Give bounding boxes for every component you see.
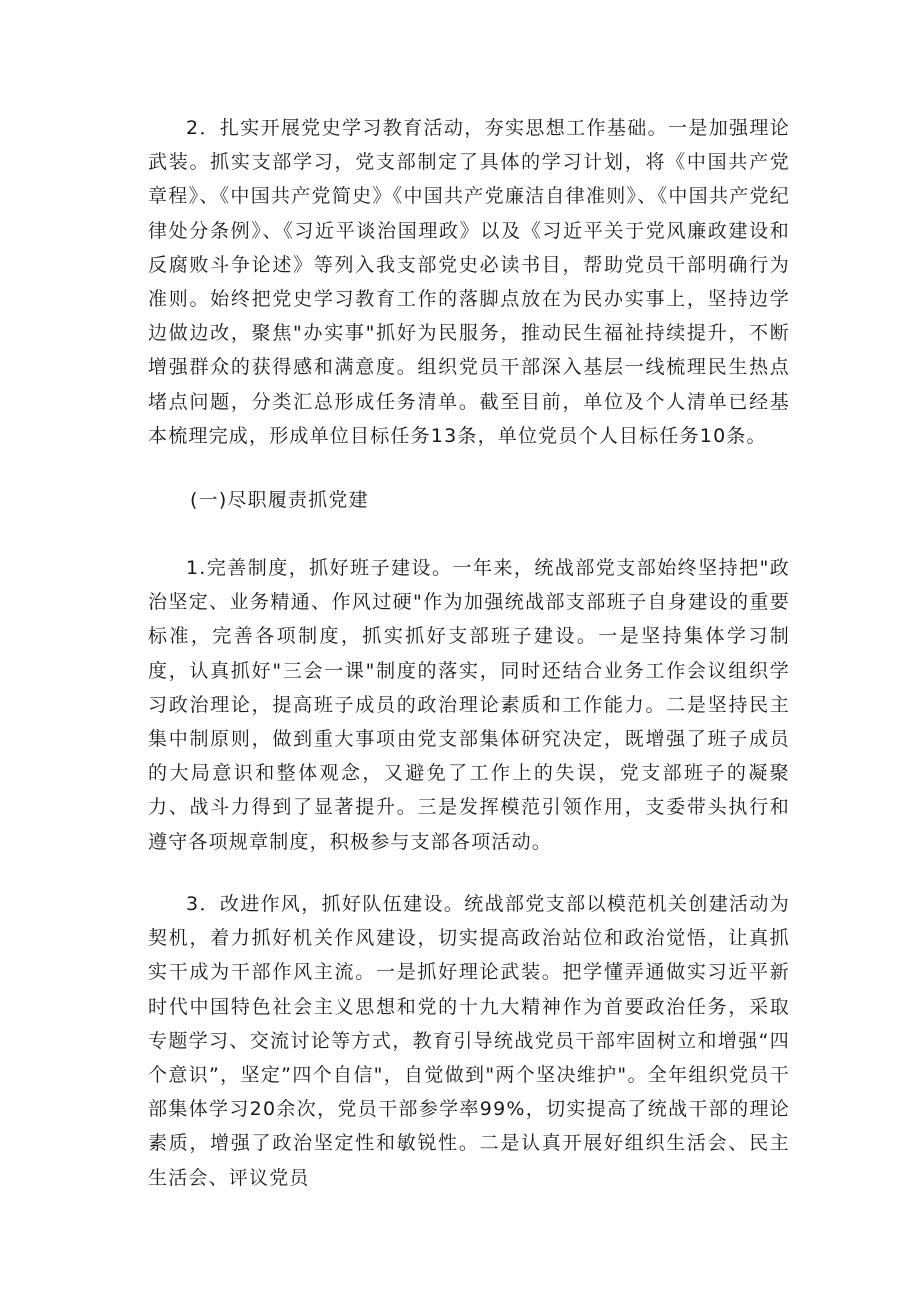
paragraph-party-history-education: [148, 111, 790, 453]
paragraph-text: 1.完善制度，抓好班子建设。一年来，统战部党支部始终坚持把"政治坚定、业务精通、作风过硬"作为加强统战部支部班子自身建设的重要标准，完善各项制度，抓实抓好支部班子建设。一是坚持集体学习制度，认真抓好"三会一课"制度的落实，同时还结合业务工作会议组织学习政治理论，提高班子成员的政治理论素质和工作能力。二是坚持民主集中制原则，做到重大事项由党支部集体研究决定，既增强了班子成员的大局意识和整体观念，又避免了工作上的失误，党支部班子的凝聚力、战斗力得到了显著提升。三是发挥模范引领作用，支委带头执行和遵守各项规章制度，积极参与支部各项活动。: [148, 557, 790, 853]
paragraph-team-building: [148, 551, 790, 859]
section-heading-text: (一)尽职履责抓党建: [190, 489, 369, 511]
section-heading: [148, 483, 790, 517]
paragraph-text: 3．改进作风，抓好队伍建设。统战部党支部以模范机关创建活动为契机，着力抓好机关作风建设，切实提高政治站位和政治觉悟，让真抓实干成为干部作风主流。一是抓好理论武装。把学懂弄通做实习近平新时代中国特色社会主义思想和党的十九大精神作为首要政治任务，采取专题学习、交流讨论等方式，教育引导统战党员干部牢固树立和增强“四个意识”，坚定”四个自信"，自觉做到"两个坚决维护"。全年组织党员干部集体学习20余次，党员干部参学率99%，切实提高了统战干部的理论素质，增强了政治坚定性和敏锐性。二是认真开展好组织生活会、民主生活会、评议党员: [148, 893, 790, 1189]
paragraph-work-style: [148, 887, 790, 1195]
paragraph-text: 2．扎实开展党史学习教育活动，夯实思想工作基础。一是加强理论武装。抓实支部学习，党支部制定了具体的学习计划，将《中国共产党章程》、《中国共产党简史》《中国共产党廉洁自律准则》、《中国共产党纪律处分条例》、《习近平谈治国理政》以及《习近平关于党风廉政建设和反腐败斗争论述》等列入我支部党史必读书目，帮助党员干部明确行为准则。始终把党史学习教育工作的落脚点放在为民办实事上，坚持边学边做边改，聚焦"办实事"抓好为民服务，推动民生福祉持续提升，不断增强群众的获得感和满意度。组织党员干部深入基层一线梳理民生热点堵点问题，分类汇总形成任务清单。截至目前，单位及个人清单已经基本梳理完成，形成单位目标任务13条，单位党员个人目标任务10条。: [148, 117, 790, 447]
